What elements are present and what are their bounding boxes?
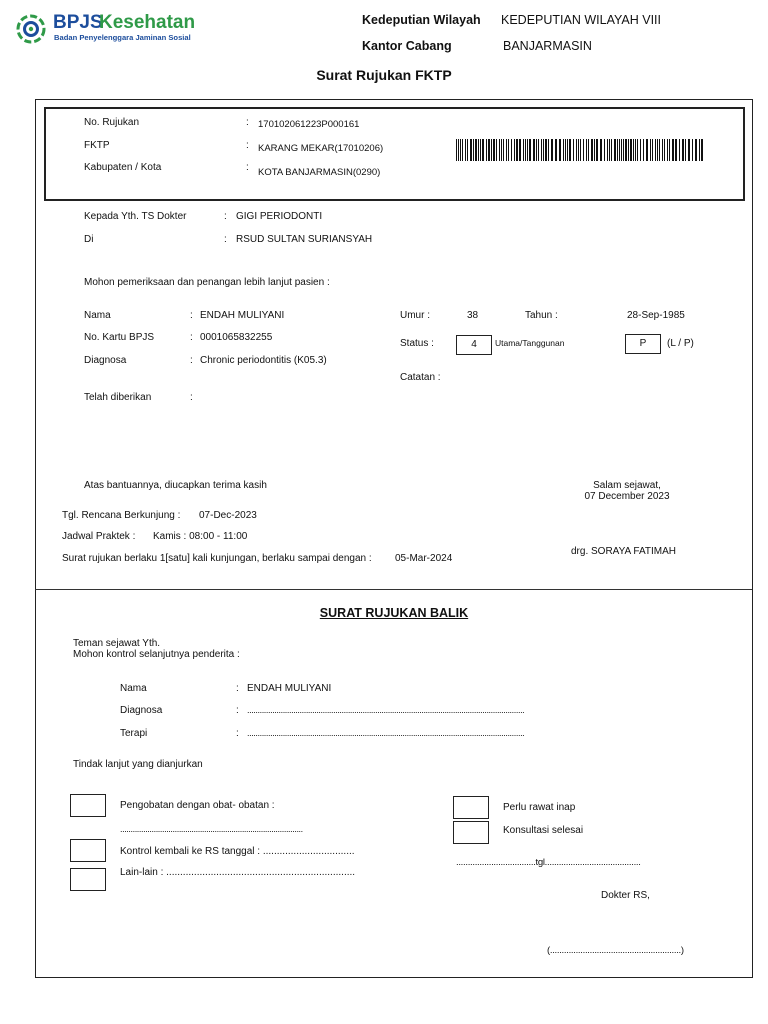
obat-checkbox[interactable] — [70, 794, 106, 817]
kabupaten-label: Kabupaten / Kota — [84, 162, 162, 173]
berlaku-value: 05-Mar-2024 — [395, 553, 453, 564]
nama-value: ENDAH MULIYANI — [200, 310, 285, 321]
rencana-label: Tgl. Rencana Berkunjung : — [62, 510, 181, 521]
nama-label: Nama — [84, 310, 111, 321]
balik-diagnosa-field[interactable]: .................................................................................................................................... — [247, 705, 525, 715]
balik-terapi-field[interactable]: .................................................................................................................................... — [247, 728, 525, 738]
umur-value: 38 — [467, 310, 479, 321]
balik-title: SURAT RUJUKAN BALIK — [319, 606, 469, 620]
jadwal-value: Kamis : 08:00 - 11:00 — [153, 531, 248, 542]
cabang-value: BANJARMASIN — [503, 39, 592, 53]
bpjs-logo — [15, 12, 195, 46]
kontrol-checkbox[interactable] — [70, 839, 106, 862]
colon: : — [236, 728, 239, 739]
di-value: RSUD SULTAN SURIANSYAH — [236, 234, 373, 245]
tgl-field[interactable]: ..................................tgl......................................... — [456, 857, 641, 868]
kontrol-option-label: Kontrol kembali ke RS tanggal : ................................. — [120, 846, 355, 857]
lain-checkbox[interactable] — [70, 868, 106, 891]
balik-request: Mohon kontrol selanjutnya penderita : — [73, 649, 240, 660]
salam-text: Salam sejawat, — [593, 480, 661, 491]
kartu-label: No. Kartu BPJS — [84, 332, 155, 343]
status-description: Utama/Tanggunan — [495, 338, 565, 348]
kartu-value: 0001065832255 — [200, 332, 273, 343]
letter-date: 07 December 2023 — [584, 491, 670, 502]
tahun-label: Tahun : — [525, 310, 558, 321]
colon: : — [190, 310, 193, 321]
obat-field[interactable]: ....................................................................................... — [120, 824, 303, 834]
colon: : — [190, 332, 193, 343]
doctor-name: drg. SORAYA FATIMAH — [571, 546, 677, 557]
no-rujukan-value: 170102061223P000161 — [258, 119, 360, 130]
balik-nama-value: ENDAH MULIYANI — [247, 683, 332, 694]
diagnosa-value: Chronic periodontitis (K05.3) — [200, 355, 327, 366]
deputi-value: KEDEPUTIAN WILAYAH VIII — [501, 13, 661, 27]
obat-option-label: Pengobatan dengan obat- obatan : — [120, 800, 275, 811]
brand-prefix: BPJS — [53, 12, 103, 33]
kabupaten-value: KOTA BANJARMASIN(0290) — [258, 167, 381, 178]
tindak-label: Tindak lanjut yang dianjurkan — [73, 759, 203, 770]
berlaku-text: Surat rujukan berlaku 1[satu] kali kunjungan, berlaku sampai dengan : — [62, 553, 372, 564]
barcode-image — [456, 139, 706, 161]
status-box: 4 — [456, 335, 492, 355]
konsultasi-selesai-label: Konsultasi selesai — [503, 825, 584, 836]
gender-box: P — [625, 334, 661, 354]
colon: : — [236, 705, 239, 716]
colon: : — [246, 117, 249, 128]
di-label: Di — [84, 234, 94, 245]
colon: : — [224, 234, 227, 245]
gender-description: (L / P) — [667, 338, 694, 349]
konsultasi-selesai-checkbox[interactable] — [453, 821, 489, 844]
colon: : — [246, 162, 249, 173]
rawat-inap-checkbox[interactable] — [453, 796, 489, 819]
thanks-text: Atas bantuannya, diucapkan terima kasih — [84, 480, 267, 491]
brand-tagline: Badan Penyelenggara Jaminan Sosial — [54, 33, 191, 42]
fktp-value: KARANG MEKAR(17010206) — [258, 143, 384, 154]
colon: : — [190, 392, 193, 403]
cabang-label: Kantor Cabang — [362, 39, 452, 53]
fktp-label: FKTP — [84, 140, 110, 151]
diberikan-label: Telah diberikan — [84, 392, 152, 403]
kepada-value: GIGI PERIODONTI — [236, 211, 323, 222]
deputi-label: Kedeputian Wilayah — [362, 13, 481, 27]
balik-greeting: Teman sejawat Yth. — [73, 638, 161, 649]
signature-field[interactable]: (........................................................) — [547, 945, 684, 956]
no-rujukan-label: No. Rujukan — [84, 117, 140, 128]
colon: : — [246, 140, 249, 151]
dokter-rs-label: Dokter RS, — [601, 890, 650, 901]
rawat-inap-label: Perlu rawat inap — [503, 802, 576, 813]
colon: : — [236, 683, 239, 694]
status-label: Status : — [400, 338, 434, 349]
rencana-value: 07-Dec-2023 — [199, 510, 257, 521]
brand-suffix: Kesehatan — [99, 12, 196, 33]
tahun-value: 28-Sep-1985 — [627, 310, 685, 321]
lain-option-label: Lain-lain : .................................................................... — [120, 867, 356, 878]
bpjs-logo-icon — [15, 13, 47, 45]
umur-label: Umur : — [400, 310, 430, 321]
kepada-label: Kepada Yth. TS Dokter — [84, 211, 187, 222]
colon: : — [190, 355, 193, 366]
balik-nama-label: Nama — [120, 683, 147, 694]
diagnosa-label: Diagnosa — [84, 355, 127, 366]
request-text: Mohon pemeriksaan dan penangan lebih lanjut pasien : — [84, 277, 330, 288]
colon: : — [224, 211, 227, 222]
balik-terapi-label: Terapi — [120, 728, 148, 739]
jadwal-label: Jadwal Praktek : — [62, 531, 136, 542]
balik-diagnosa-label: Diagnosa — [120, 705, 163, 716]
catatan-label: Catatan : — [400, 372, 441, 383]
section-divider — [35, 589, 752, 590]
page-title: Surat Rujukan FKTP — [316, 67, 452, 83]
